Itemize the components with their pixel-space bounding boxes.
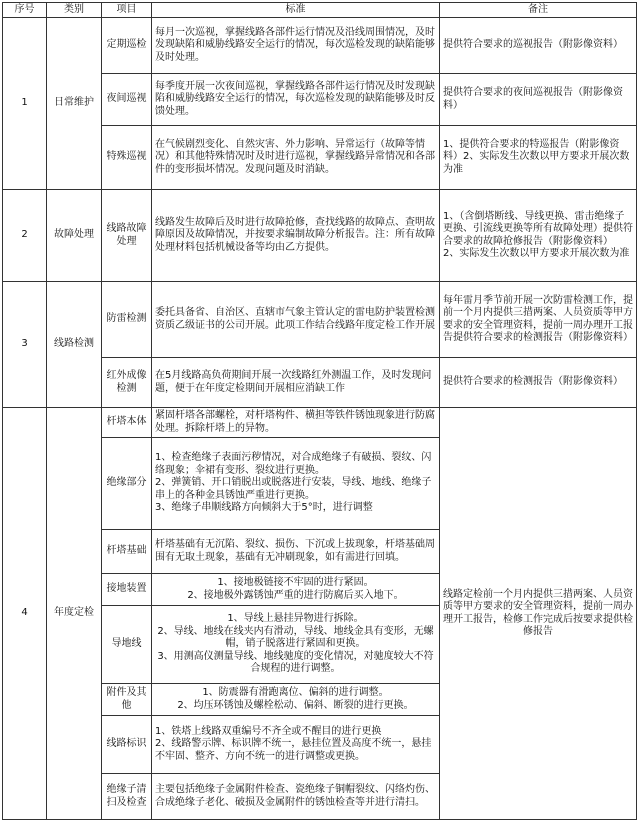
group-4-no: 4 [3, 408, 47, 820]
item-cell: 绝缘部分 [102, 438, 152, 530]
standard-cell: 1、防震器有滑跑离位、偏斜的进行调整。 2、均压环锈蚀及螺栓松动、偏斜、断裂的进行更换。 [152, 684, 440, 716]
group-4-category: 年度定检 [47, 408, 102, 820]
standard-cell: 1、接地极链接不牢固的进行紧固。 2、接地极外露锈蚀严重的进行防腐后买入地下。 [152, 574, 440, 606]
group-4-remark: 线路定检前一个月内提供三措两案、人员资质等甲方要求的安全管理资料，提前一周办理开工报告，检修工作完成后按要求提供检修报告 [440, 408, 637, 820]
standard-cell: 1、导线上悬挂异物进行拆除。 2、导线、地线在线夹内有滑动，导线、地线金具有变形，无螺帽，销子脱落进行紧固和更换。 3、用测高仪测量导线、地线驰度的变化情况，对驰度较大不符合规程的进行调整。 [152, 606, 440, 684]
header-item: 项目 [102, 3, 152, 18]
standard-cell: 杆塔基础有无沉陷、裂纹、损伤、下沉或上拔现象，杆塔基础周围有无取土现象，基础有无冲刷现象，如有需进行回填。 [152, 530, 440, 574]
item-cell: 绝缘子清扫及检查 [102, 774, 152, 820]
standard-cell: 1、检查绝缘子表面污秽情况，对合成绝缘子有破损、裂纹、闪络现象；伞裙有变形、裂纹进行更换。 2、弹簧销、开口销脱出或脱落进行安装，导线、地线、绝缘子串上的各种金具锈蚀严重进行更换。 3、绝缘子串顺线路方向倾斜大于5°时，进行调整 [152, 438, 440, 530]
remark-cell: 提供符合要求的检测报告（附影像资料） [440, 358, 637, 408]
standard-cell: 主要包括绝缘子金属附件检查、瓷绝缘子铜帽裂纹、闪络灼伤、合成绝缘子老化、破损及金属附件的锈蚀检查等并进行清扫。 [152, 774, 440, 820]
standard-cell: 在气候剧烈变化、自然灾害、外力影响、异常运行（故障等情况）和其他特殊情况时及时进行巡视，掌握线路异常情况和各部件的变形损坏情况。发现问题及时消缺。 [152, 126, 440, 190]
item-cell: 特殊巡视 [102, 126, 152, 190]
item-cell: 定期巡检 [102, 18, 152, 74]
item-cell: 线路故障处理 [102, 190, 152, 282]
group-2-category: 故障处理 [47, 190, 102, 282]
item-cell: 夜间巡视 [102, 74, 152, 126]
item-cell: 接地装置 [102, 574, 152, 606]
group-1-category: 日常维护 [47, 18, 102, 190]
item-cell: 杆塔本体 [102, 408, 152, 438]
remark-cell: 提供符合要求的夜间巡视报告（附影像资料） [440, 74, 637, 126]
item-cell: 线路标识 [102, 716, 152, 774]
standard-cell: 线路发生故障后及时进行故障抢修，查找线路的故障点、查明故障原因及故障情况，并按要求编制故障分析报告。注：所有故障处理材料包括机械设备等均由乙方提供。 [152, 190, 440, 282]
header-row [3, 3, 637, 18]
header-standard: 标准 [152, 3, 440, 18]
standard-cell: 紧固杆塔各部螺栓，对杆塔构件、横担等铁件锈蚀现象进行防腐处理。拆除杆塔上的异物。 [152, 408, 440, 438]
header-remark: 备注 [440, 3, 637, 18]
item-cell: 附件及其他 [102, 684, 152, 716]
maintenance-table [2, 2, 637, 820]
remark-cell: 1、（含倒塔断线、导线更换、雷击绝缘子更换、引流线更换等所有故障处理）提供符合要求的故障抢修报告（附影像资料） 2、实际发生次数以甲方要求开展次数为准 [440, 190, 637, 282]
group-3-category: 线路检测 [47, 282, 102, 408]
table-row [3, 282, 637, 358]
standard-cell: 每月一次巡视，掌握线路各部件运行情况及沿线周围情况，及时发现缺陷和威胁线路安全运行的情况，每次巡检发现的缺陷能够及时处理。 [152, 18, 440, 74]
item-cell: 导地线 [102, 606, 152, 684]
group-3-no: 3 [3, 282, 47, 408]
standard-cell: 在5月线路高负荷期间开展一次线路红外测温工作，及时发现问题，便于在年度定检期间开展相应消缺工作 [152, 358, 440, 408]
table-row [3, 408, 637, 438]
remark-cell: 1、提供符合要求的特巡报告（附影像资料）2、实际发生次数以甲方要求开展次数为准 [440, 126, 637, 190]
item-cell: 杆塔基础 [102, 530, 152, 574]
remark-cell: 每年雷月季节前开展一次防雷检测工作，提前一个月内提供三措两案、人员资质等甲方要求的安全管理资料，提前一周办理开工报告提供符合要求的检测报告（附影像资料） [440, 282, 637, 358]
header-category: 类别 [47, 3, 102, 18]
standard-cell: 1、铁塔上线路双重编号不齐全或不醒目的进行更换 2、线路警示牌、标识牌不统一，悬挂位置及高度不统一，悬挂不牢固、整齐、方向不统一的进行调整或更换。 [152, 716, 440, 774]
table-row [3, 190, 637, 282]
table-row [3, 18, 637, 74]
standard-cell: 每季度开展一次夜间巡视，掌握线路各部件运行情况及时发现缺陷和威胁线路安全运行的情况，每次巡检发现的缺陷能够及时反馈处理。 [152, 74, 440, 126]
group-2-no: 2 [3, 190, 47, 282]
item-cell: 红外成像检测 [102, 358, 152, 408]
remark-cell: 提供符合要求的巡视报告（附影像资料） [440, 18, 637, 74]
header-no: 序号 [3, 3, 47, 18]
item-cell: 防雷检测 [102, 282, 152, 358]
group-1-no: 1 [3, 18, 47, 190]
standard-cell: 委托具备省、自治区、直辖市气象主管认定的雷电防护装置检测资质乙级证书的公司开展。此项工作结合线路年度定检工作开展 [152, 282, 440, 358]
